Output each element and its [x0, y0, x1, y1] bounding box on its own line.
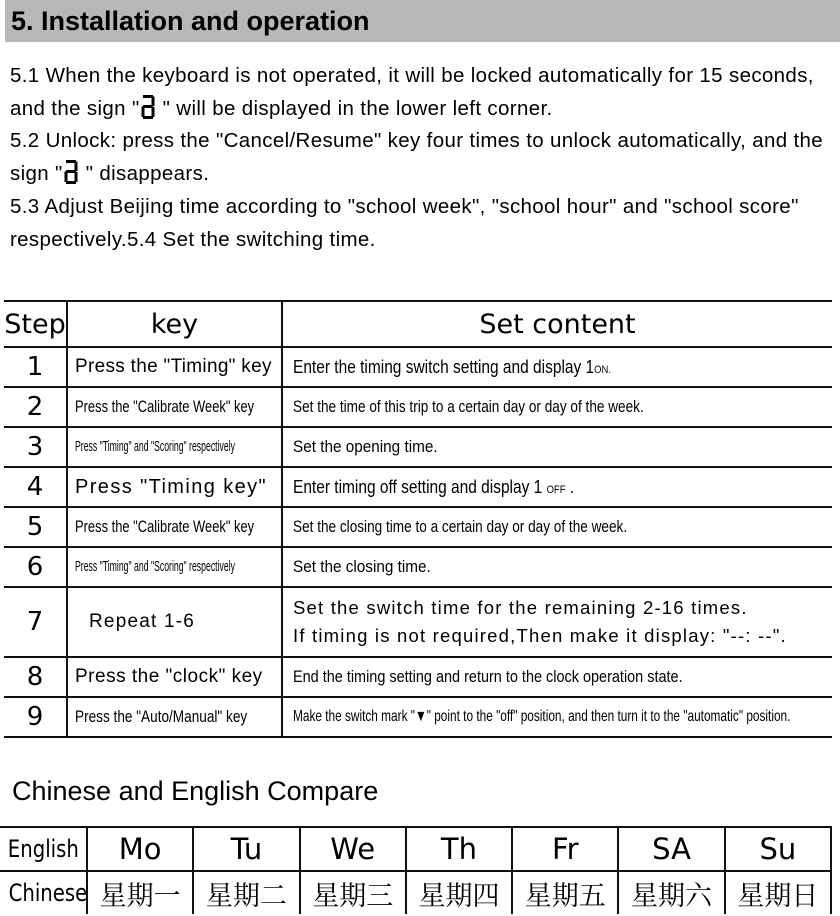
day-english: Su [725, 827, 831, 871]
step-key: Press the "clock" key [75, 666, 263, 687]
english-row [0, 827, 831, 871]
intro-5-1-start: 5.1 When the keyboard is not operated, it will be locked automatically for 15 seconds, and the sign " [10, 64, 814, 120]
step-number: 4 [4, 467, 67, 507]
intro-5-1-end: " will be displayed in the lower left corner. [156, 96, 553, 120]
day-chinese: 星期三 [300, 871, 406, 914]
intro-text [10, 60, 838, 256]
day-english: Fr [512, 827, 618, 871]
step-number: 7 [4, 587, 67, 657]
step-number: 2 [4, 387, 67, 427]
seven-segment-lock-sign-icon [64, 160, 78, 184]
day-chinese: 星期日 [725, 871, 831, 914]
step-content: Set the closing time. [293, 557, 431, 576]
section-title: 5. Installation and operation [11, 6, 370, 36]
step-content [293, 477, 574, 498]
intro-5-2-start: 5.2 Unlock: press the "Cancel/Resume" key four times to unlock automatically, and the sign " [10, 129, 824, 186]
steps-header-row [4, 301, 832, 347]
table-row [4, 347, 832, 387]
seven-segment-lock-sign-icon [141, 95, 155, 119]
step-key: Press the "Timing" key [75, 356, 272, 377]
step-content: Set the time of this trip to a certain day or day of the week. [293, 397, 644, 416]
header-step: Step [4, 301, 67, 347]
table-row [4, 387, 832, 427]
intro-paragraph-5-3: 5.3 Adjust Beijing time according to "school week", "school hour" and "school score" respectively.5.4 Set the switching time. [10, 194, 799, 251]
day-english: Tu [193, 827, 299, 871]
step-key: Press the "Auto/Manual" key [75, 707, 248, 726]
day-chinese: 星期一 [87, 871, 193, 914]
step-number: 8 [4, 657, 67, 697]
step-key: Repeat 1-6 [89, 611, 196, 632]
step-number: 6 [4, 547, 67, 587]
table-row [4, 427, 832, 467]
step-number: 5 [4, 507, 67, 547]
chinese-row [0, 871, 831, 914]
day-chinese: 星期二 [193, 871, 299, 914]
step-content [293, 357, 611, 378]
step-content-small: ON. [594, 363, 611, 376]
compare-table [0, 826, 832, 914]
day-english: SA [618, 827, 724, 871]
table-row [4, 467, 832, 507]
chinese-row-label: Chinese [8, 879, 88, 907]
step-content-line-2: If timing is not required,Then make it display: "--: --". [293, 625, 787, 646]
step-key: Press the "Calibrate Week" key [75, 397, 255, 416]
step-key: Press "Timing key" [75, 475, 268, 498]
step-content-line-1: Set the switch time for the remaining 2-16 times. [293, 597, 748, 618]
section-header [5, 0, 840, 42]
day-english: Mo [87, 827, 193, 871]
intro-5-2-end: " disappears. [79, 162, 210, 186]
table-row [4, 657, 832, 697]
compare-title: Chinese and English Compare [12, 776, 379, 806]
step-key: Press "Timing" and "Scoring" respectively [75, 438, 235, 455]
step-number: 3 [4, 427, 67, 467]
step-key: Press "Timing" and "Scoring" respectively [75, 558, 235, 575]
step-key: Press the "Calibrate Week" key [75, 517, 255, 536]
steps-table [4, 300, 832, 738]
table-row [4, 587, 832, 657]
step-content-small: OFF [546, 483, 566, 496]
step-number: 9 [4, 697, 67, 737]
day-english: We [300, 827, 406, 871]
intro-paragraph-5-1 [10, 60, 838, 125]
table-row [4, 547, 832, 587]
step-content: End the timing setting and return to the clock operation state. [293, 667, 683, 686]
day-english: Th [406, 827, 512, 871]
step-content: Make the switch mark "▼" point to the "off" position, and then turn it to the "automatic" position. [293, 708, 791, 725]
intro-paragraph-5-2 [10, 125, 838, 190]
step-content-end: . [565, 476, 575, 497]
step-content-text: Enter timing off setting and display 1 [293, 476, 547, 497]
day-chinese: 星期五 [512, 871, 618, 914]
header-set-content: Set content [282, 301, 832, 347]
step-content: Set the closing time to a certain day or day of the week. [293, 517, 628, 536]
step-content: Set the opening time. [293, 437, 438, 456]
english-row-label: English [7, 835, 79, 863]
day-chinese: 星期四 [406, 871, 512, 914]
step-content-text: Enter the timing switch setting and display 1 [293, 356, 595, 377]
day-chinese: 星期六 [618, 871, 724, 914]
table-row [4, 697, 832, 737]
step-content [293, 594, 832, 650]
header-key: key [67, 301, 282, 347]
step-number: 1 [4, 347, 67, 387]
table-row [4, 507, 832, 547]
